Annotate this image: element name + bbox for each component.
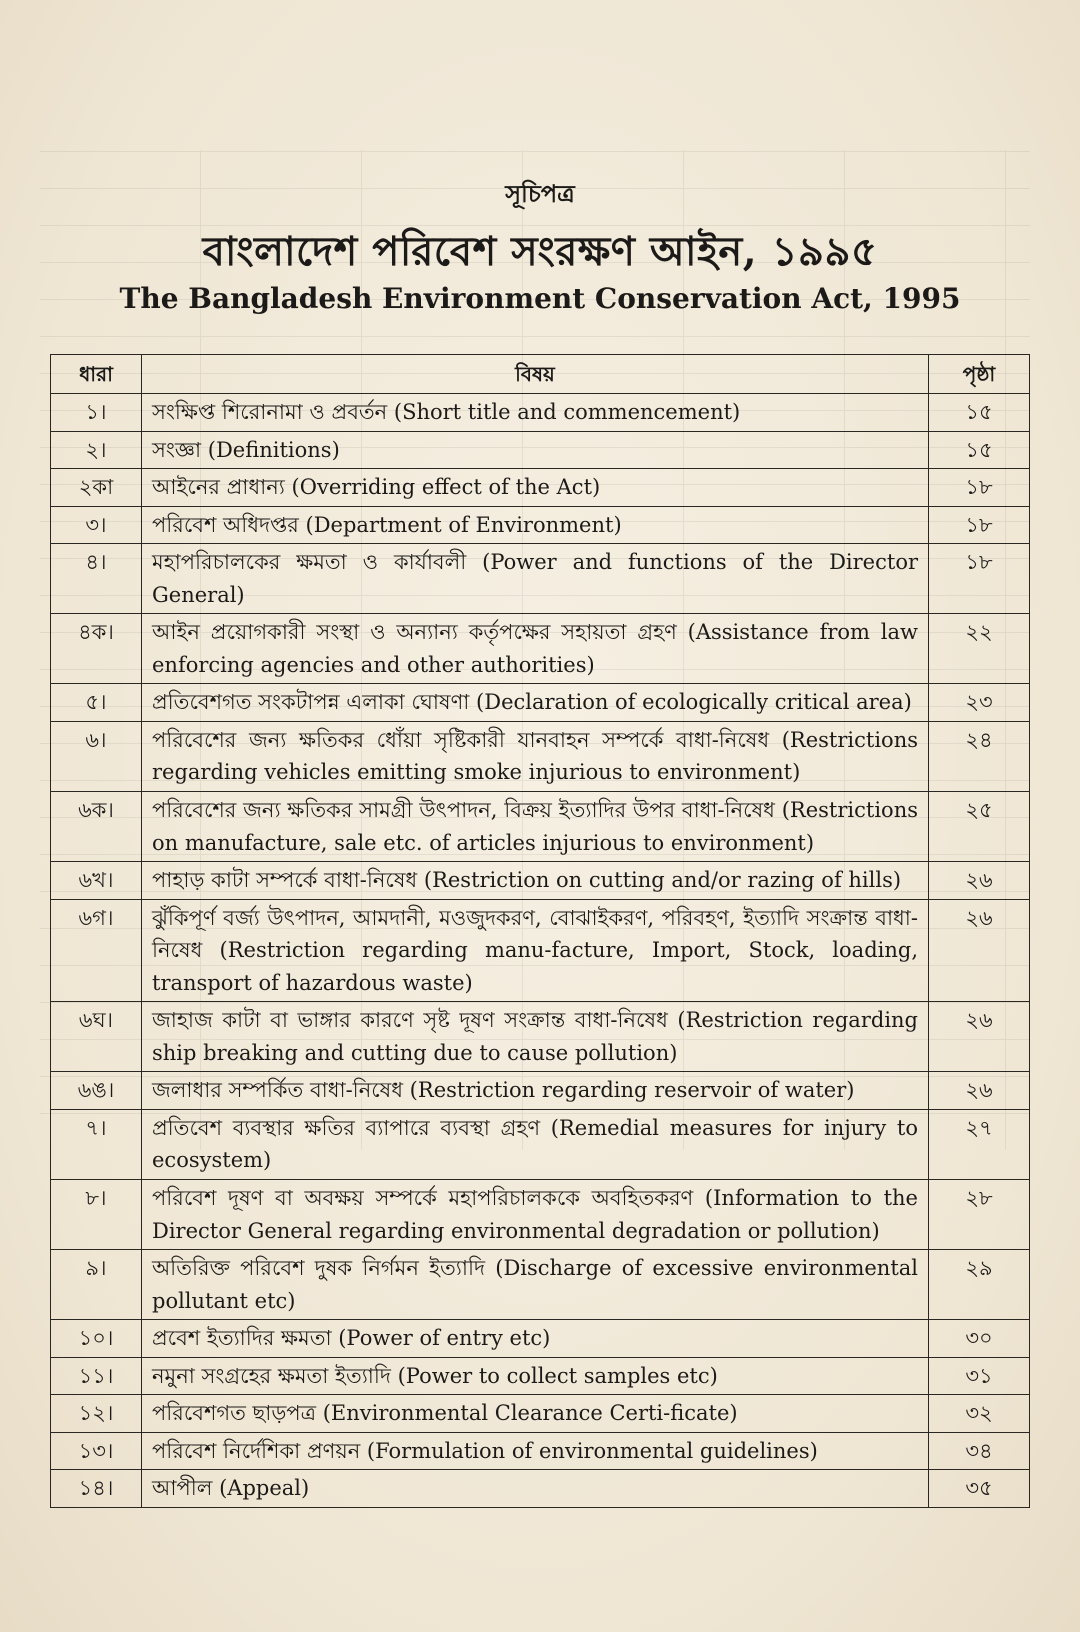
section-subject: আপীল (Appeal) [142,1470,929,1508]
page-number: ১৫ [929,394,1030,432]
table-row [51,614,1030,684]
section-number: ৪। [51,544,142,614]
title-english: The Bangladesh Environment Conservation Act, 1995 [119,282,961,315]
section-number: ১৪। [51,1470,142,1508]
section-number: ১৩। [51,1432,142,1470]
page-number: ৩১ [929,1357,1030,1395]
section-number: ৬। [51,721,142,791]
section-subject: আইনের প্রাধান্য (Overriding effect of the Act) [142,469,929,507]
page-number: ২৬ [929,862,1030,900]
table-row [51,1180,1030,1250]
section-subject: প্রতিবেশগত সংকটাপন্ন এলাকা ঘোষণা (Declaration of ecologically critical area) [142,684,929,722]
table-row [51,1109,1030,1179]
section-subject: পরিবেশ অধিদপ্তর (Department of Environment) [142,506,929,544]
table-row [51,684,1030,722]
section-subject: প্রবেশ ইত্যাদির ক্ষমতা (Power of entry etc) [142,1320,929,1358]
page-number: ২৫ [929,792,1030,862]
section-subject: প্রতিবেশ ব্যবস্থার ক্ষতির ব্যাপারে ব্যবস্থা গ্রহণ (Remedial measures for injury to ecosystem) [142,1109,929,1179]
page-number: ১৮ [929,544,1030,614]
section-subject: অতিরিক্ত পরিবেশ দুষক নির্গমন ইত্যাদি (Discharge of excessive environmental pollutant etc) [142,1250,929,1320]
section-number: ৬ঙ। [51,1072,142,1110]
table-row [51,1432,1030,1470]
section-number: ৪ক। [51,614,142,684]
table-header-row [51,355,1030,394]
table-row [51,1002,1030,1072]
page-number: ৩২ [929,1395,1030,1433]
toc-label: সূচিপত্র [505,179,575,208]
table-row [51,1395,1030,1433]
page-number: ২৭ [929,1109,1030,1179]
section-subject: পরিবেশগত ছাড়পত্র (Environmental Clearance Certi-ficate) [142,1395,929,1433]
table-row [51,1357,1030,1395]
section-number: ৫। [51,684,142,722]
table-row [51,792,1030,862]
table-row [51,431,1030,469]
section-subject: ঝুঁকিপূর্ণ বর্জ্য উৎপাদন, আমদানী, মওজুদকরণ, বোঝাইকরণ, পরিবহণ, ইত্যাদি সংক্রান্ত বাধা-নিষেধ (Restriction regarding manu-facture, Import, Stock, loading, transport of hazardous waste) [142,899,929,1002]
table-row [51,394,1030,432]
section-subject: পরিবেশ নির্দেশিকা প্রণয়ন (Formulation of environmental guidelines) [142,1432,929,1470]
section-number: ৭। [51,1109,142,1179]
section-number: ৯। [51,1250,142,1320]
section-number: ১২। [51,1395,142,1433]
table-row [51,506,1030,544]
section-subject: নমুনা সংগ্রহের ক্ষমতা ইত্যাদি (Power to collect samples etc) [142,1357,929,1395]
page-number: ২৬ [929,1072,1030,1110]
section-subject: পরিবেশের জন্য ক্ষতিকর সামগ্রী উৎপাদন, বিক্রয় ইত্যাদির উপর বাধা-নিষেধ (Restrictions on manufacture, sale etc. of articles injurious to environment) [142,792,929,862]
section-subject: জলাধার সম্পর্কিত বাধা-নিষেধ (Restriction regarding reservoir of water) [142,1072,929,1110]
section-number: ৬খ। [51,862,142,900]
table-row [51,1072,1030,1110]
page-number: ৩০ [929,1320,1030,1358]
section-number: ২কা [51,469,142,507]
page-number: ১৮ [929,469,1030,507]
table-row [51,544,1030,614]
section-subject: পরিবেশের জন্য ক্ষতিকর ধোঁয়া সৃষ্টিকারী যানবাহন সম্পর্কে বাধা-নিষেধ (Restrictions regarding vehicles emitting smoke injurious to environment) [142,721,929,791]
column-header-page: পৃষ্ঠা [929,355,1030,394]
title-bangla: বাংলাদেশ পরিবেশ সংরক্ষণ আইন, ১৯৯৫ [202,228,878,275]
section-number: ৮। [51,1180,142,1250]
section-number: ৬ক। [51,792,142,862]
section-subject: সংজ্ঞা (Definitions) [142,431,929,469]
section-subject: আইন প্রয়োগকারী সংস্থা ও অন্যান্য কর্তৃপক্ষের সহায়তা গ্রহণ (Assistance from law enforcing agencies and other authorities) [142,614,929,684]
page-number: ৩৪ [929,1432,1030,1470]
table-row [51,1250,1030,1320]
table-row [51,721,1030,791]
contents-table [50,354,1030,1508]
page-number: ২৮ [929,1180,1030,1250]
page-number: ২৬ [929,1002,1030,1072]
page-number: ৩৫ [929,1470,1030,1508]
section-number: ১০। [51,1320,142,1358]
section-subject: সংক্ষিপ্ত শিরোনামা ও প্রবর্তন (Short title and commencement) [142,394,929,432]
column-header-subject: বিষয় [142,355,929,394]
table-row [51,1320,1030,1358]
page-number: ২৪ [929,721,1030,791]
column-header-section: ধারা [51,355,142,394]
section-subject: জাহাজ কাটা বা ভাঙ্গার কারণে সৃষ্ট দূষণ সংক্রান্ত বাধা-নিষেধ (Restriction regarding ship breaking and cutting due to cause pollution) [142,1002,929,1072]
page-number: ২৯ [929,1250,1030,1320]
table-row [51,1470,1030,1508]
section-number: ১। [51,394,142,432]
page-number: ১৫ [929,431,1030,469]
section-number: ৬ঘ। [51,1002,142,1072]
page-number: ২৩ [929,684,1030,722]
table-row [51,899,1030,1002]
page-number: ২৬ [929,899,1030,1002]
section-subject: মহাপরিচালকের ক্ষমতা ও কার্যাবলী (Power and functions of the Director General) [142,544,929,614]
section-subject: পাহাড় কাটা সম্পর্কে বাধা-নিষেধ (Restriction on cutting and/or razing of hills) [142,862,929,900]
page-number: ২২ [929,614,1030,684]
table-row [51,862,1030,900]
table-row [51,469,1030,507]
section-number: ১১। [51,1357,142,1395]
section-number: ৩। [51,506,142,544]
section-number: ৬গ। [51,899,142,1002]
section-number: ২। [51,431,142,469]
section-subject: পরিবেশ দূষণ বা অবক্ষয় সম্পর্কে মহাপরিচালককে অবহিতকরণ (Information to the Director General regarding environmental degradation or pollution) [142,1180,929,1250]
page-number: ১৮ [929,506,1030,544]
